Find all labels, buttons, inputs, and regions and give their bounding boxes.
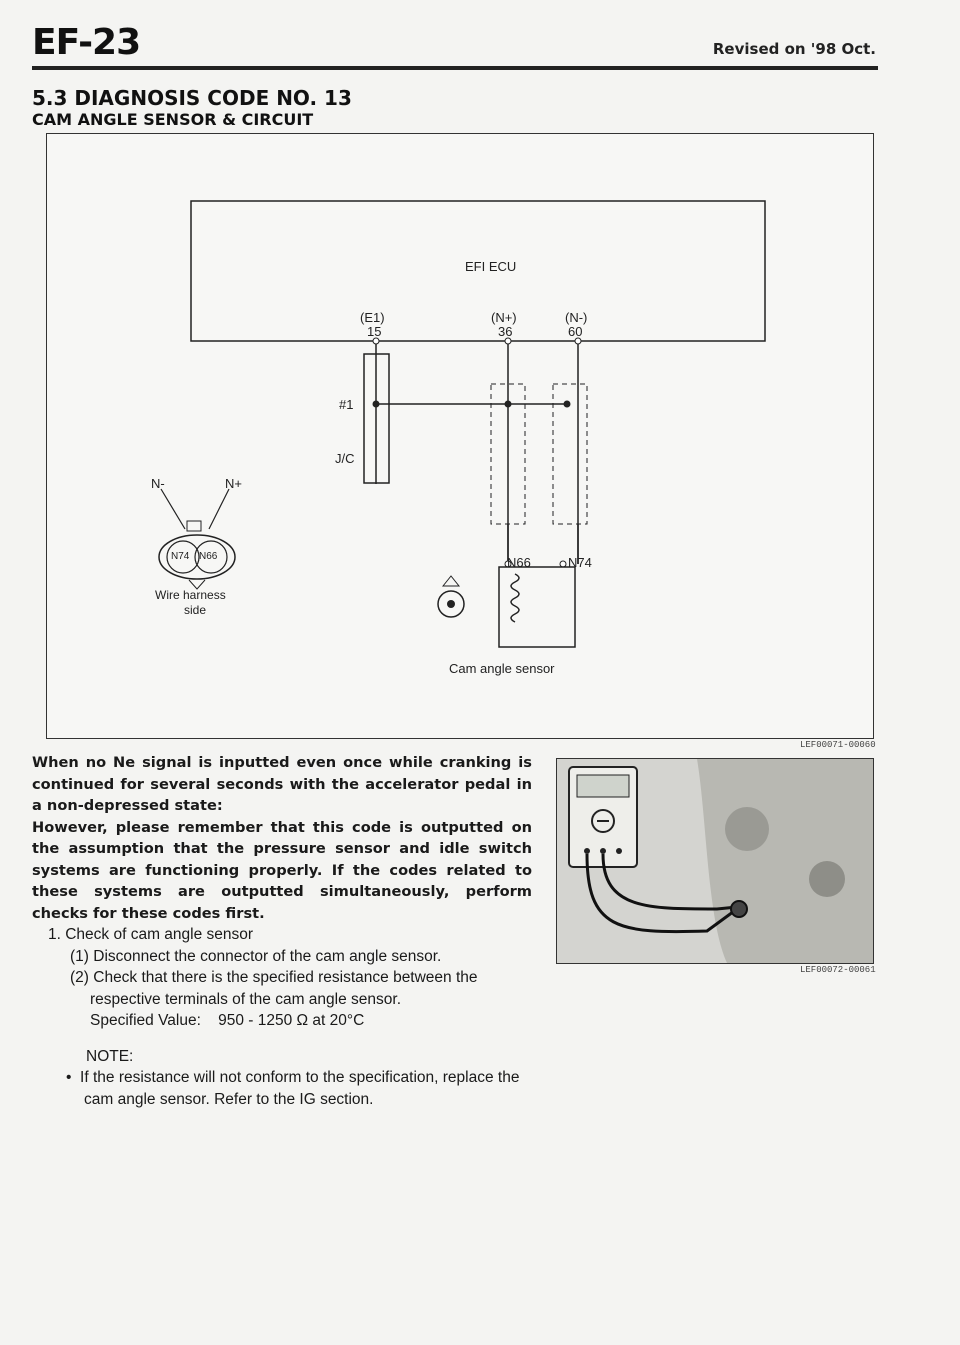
photo-figure-id: LEF00072-00061 (800, 965, 876, 975)
pin-n-minus-name: (N-) (565, 310, 588, 325)
sensor-label: Cam angle sensor (449, 661, 555, 676)
section-title: 5.3 DIAGNOSIS CODE NO. 13 (32, 86, 352, 110)
sensor-pin-b (560, 561, 566, 567)
connector-caption-2: side (184, 603, 207, 617)
sensor-pin-a-label: N66 (507, 555, 531, 570)
jc-label: J/C (335, 451, 355, 466)
step-1-2: (2) Check that there is the specified resistance between the respective terminals of the cam angle sensor. (70, 969, 478, 1008)
header-rule (32, 66, 878, 70)
spec-value: 950 - 1250 Ω at 20°C (218, 1012, 365, 1029)
pin-n-minus-number: 60 (568, 324, 583, 339)
connector-pin-a: N74 (171, 551, 190, 562)
page-id: EF-23 (32, 22, 141, 63)
connector-caption: Wire harness (155, 588, 226, 602)
step-1-1: (1) Disconnect the connector of the cam angle sensor. (70, 947, 442, 965)
spec-line (32, 1010, 532, 1032)
diagram-figure-id: LEF00071-00060 (800, 740, 876, 750)
connector-left-label: N- (151, 476, 165, 491)
step-1: 1. Check of cam angle sensor (48, 926, 254, 943)
shield-node-b (564, 401, 571, 408)
multimeter-photo-drawing (557, 759, 873, 963)
wiring-diagram (46, 133, 874, 739)
connector-pin-b: N66 (199, 551, 218, 562)
wiring-diagram-drawing (47, 134, 873, 738)
sensor-pin-b-label: N74 (568, 555, 592, 570)
condition-text: When no Ne signal is inputted even once while cranking is continued for several seconds with the accelerator pedal in a non-depressed state: (32, 754, 532, 814)
splice-node (373, 401, 380, 408)
connector-right-label: N+ (225, 476, 242, 491)
spec-label: Specified Value: (90, 1012, 201, 1029)
revision-date: Revised on '98 Oct. (712, 40, 876, 58)
ecu-label: EFI ECU (465, 259, 517, 274)
body-text (32, 752, 532, 1110)
however-text: However, please remember that this code is outputted on the assumption that the pressure sensor and idle switch systems are functioning properly. If the codes related to these systems are outputted simultaneously, perform checks for these codes first. (32, 818, 532, 922)
sensor-body (499, 567, 575, 647)
note-bullet: • If the resistance will not conform to the specification, replace the cam angle sensor. Refer to the IG section. (66, 1069, 520, 1108)
pin-n-plus-name: (N+) (491, 310, 517, 325)
note-text: If the resistance will not conform to the specification, replace the cam angle sensor. Refer to the IG section. (80, 1069, 520, 1108)
section-subtitle: CAM ANGLE SENSOR & CIRCUIT (32, 110, 314, 129)
multimeter-photo (556, 758, 874, 964)
note-label: NOTE: (86, 1047, 134, 1065)
pin-e1-name: (E1) (360, 310, 385, 325)
splice-label: #1 (339, 397, 354, 412)
pin-e1-number: 15 (367, 324, 382, 339)
pin-n-plus-number: 36 (498, 324, 513, 339)
coil-symbol (511, 574, 519, 622)
